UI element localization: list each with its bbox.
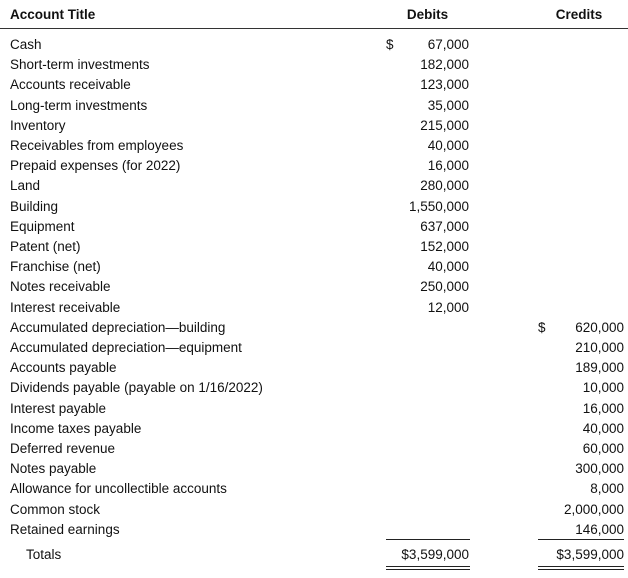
account-title-cell: Interest payable bbox=[10, 400, 107, 416]
totals-credit: $3,599,000 bbox=[556, 547, 624, 562]
account-title-cell: Notes payable bbox=[10, 461, 97, 477]
header-account-title: Account Title bbox=[10, 7, 96, 22]
table-row bbox=[0, 500, 628, 520]
account-title-cell: Accounts payable bbox=[10, 360, 117, 376]
table-row bbox=[0, 479, 628, 499]
account-title-cell: Retained earnings bbox=[10, 521, 120, 537]
debit-cell: 40,000 bbox=[427, 138, 469, 153]
account-title-cell: Building bbox=[10, 198, 59, 214]
account-title-cell: Franchise (net) bbox=[10, 259, 101, 275]
debit-cell: 16,000 bbox=[427, 158, 469, 174]
account-title-cell: Notes receivable bbox=[10, 279, 111, 295]
account-title-cell: Inventory bbox=[10, 117, 66, 133]
debit-cell: 215,000 bbox=[420, 117, 469, 133]
debit-currency-symbol: $ bbox=[386, 37, 394, 52]
header-debits: Debits bbox=[406, 7, 449, 22]
credit-cell: 8,000 bbox=[590, 481, 624, 497]
table-row bbox=[0, 55, 628, 75]
table-row bbox=[0, 156, 628, 176]
table-row bbox=[0, 237, 628, 257]
account-title-cell: Common stock bbox=[10, 501, 101, 517]
account-title-cell: Interest receivable bbox=[10, 299, 121, 315]
account-title-cell: Dividends payable (payable on 1/16/2022) bbox=[10, 380, 263, 396]
table-row bbox=[0, 35, 628, 55]
credit-cell: 10,000 bbox=[582, 380, 624, 396]
credit-currency-symbol: $ bbox=[538, 319, 546, 335]
account-title-cell: Receivables from employees bbox=[10, 138, 184, 153]
credit-cell: 2,000,000 bbox=[563, 501, 624, 517]
credit-cell: 189,000 bbox=[575, 360, 624, 376]
account-title-cell: Accumulated depreciation—equipment bbox=[10, 340, 242, 355]
credit-double-rule bbox=[538, 566, 624, 570]
account-title-cell: Accumulated depreciation—building bbox=[10, 319, 226, 335]
debit-cell: 35,000 bbox=[427, 97, 469, 113]
debit-cell: 12,000 bbox=[427, 299, 469, 315]
credit-cell: 300,000 bbox=[575, 461, 624, 477]
totals-debit: $3,599,000 bbox=[401, 547, 469, 562]
credit-cell: 16,000 bbox=[582, 400, 624, 416]
debit-double-rule bbox=[386, 566, 470, 570]
credit-cell: 210,000 bbox=[575, 340, 624, 355]
table-row bbox=[0, 298, 628, 318]
table-row bbox=[0, 358, 628, 378]
table-row bbox=[0, 338, 628, 358]
table-row bbox=[0, 399, 628, 419]
table-row bbox=[0, 136, 628, 156]
table-row bbox=[0, 75, 628, 95]
account-title-cell: Deferred revenue bbox=[10, 441, 116, 456]
account-title-cell: Long-term investments bbox=[10, 97, 148, 113]
credit-cell: 60,000 bbox=[582, 441, 624, 456]
debit-cell: 67,000 bbox=[427, 37, 469, 52]
debit-cell: 250,000 bbox=[420, 279, 469, 295]
table-row bbox=[0, 419, 628, 439]
account-title-cell: Cash bbox=[10, 37, 42, 52]
header-credits: Credits bbox=[555, 7, 603, 22]
totals-row bbox=[0, 545, 628, 565]
table-row bbox=[0, 197, 628, 217]
debit-total-rule bbox=[386, 539, 470, 540]
account-title-cell: Accounts receivable bbox=[10, 77, 131, 93]
credit-cell: 146,000 bbox=[575, 521, 624, 537]
debit-cell: 123,000 bbox=[420, 77, 469, 93]
table-row bbox=[0, 176, 628, 196]
account-title-cell: Allowance for uncollectible accounts bbox=[10, 481, 227, 497]
account-title-cell: Income taxes payable bbox=[10, 420, 142, 436]
credit-cell: 40,000 bbox=[582, 420, 624, 436]
table-row bbox=[0, 378, 628, 398]
debit-cell: 152,000 bbox=[420, 239, 469, 254]
table-row bbox=[0, 116, 628, 136]
table-row bbox=[0, 96, 628, 116]
debit-cell: 637,000 bbox=[420, 218, 469, 234]
debit-cell: 40,000 bbox=[427, 259, 469, 275]
credit-cell: 620,000 bbox=[575, 319, 624, 335]
table-row bbox=[0, 318, 628, 338]
table-row bbox=[0, 459, 628, 479]
account-title-cell: Patent (net) bbox=[10, 239, 81, 254]
account-title-cell: Equipment bbox=[10, 218, 75, 234]
table-row bbox=[0, 257, 628, 277]
table-row bbox=[0, 277, 628, 297]
debit-cell: 1,550,000 bbox=[408, 198, 469, 214]
debit-cell: 280,000 bbox=[420, 178, 469, 194]
table-row bbox=[0, 520, 628, 540]
table-row bbox=[0, 439, 628, 459]
header-rule bbox=[0, 28, 628, 29]
account-title-cell: Short-term investments bbox=[10, 57, 150, 73]
totals-label: Totals bbox=[26, 547, 62, 562]
credit-total-rule bbox=[538, 539, 624, 540]
account-title-cell: Land bbox=[10, 178, 41, 194]
account-title-cell: Prepaid expenses (for 2022) bbox=[10, 158, 181, 174]
table-row bbox=[0, 217, 628, 237]
debit-cell: 182,000 bbox=[420, 57, 469, 73]
